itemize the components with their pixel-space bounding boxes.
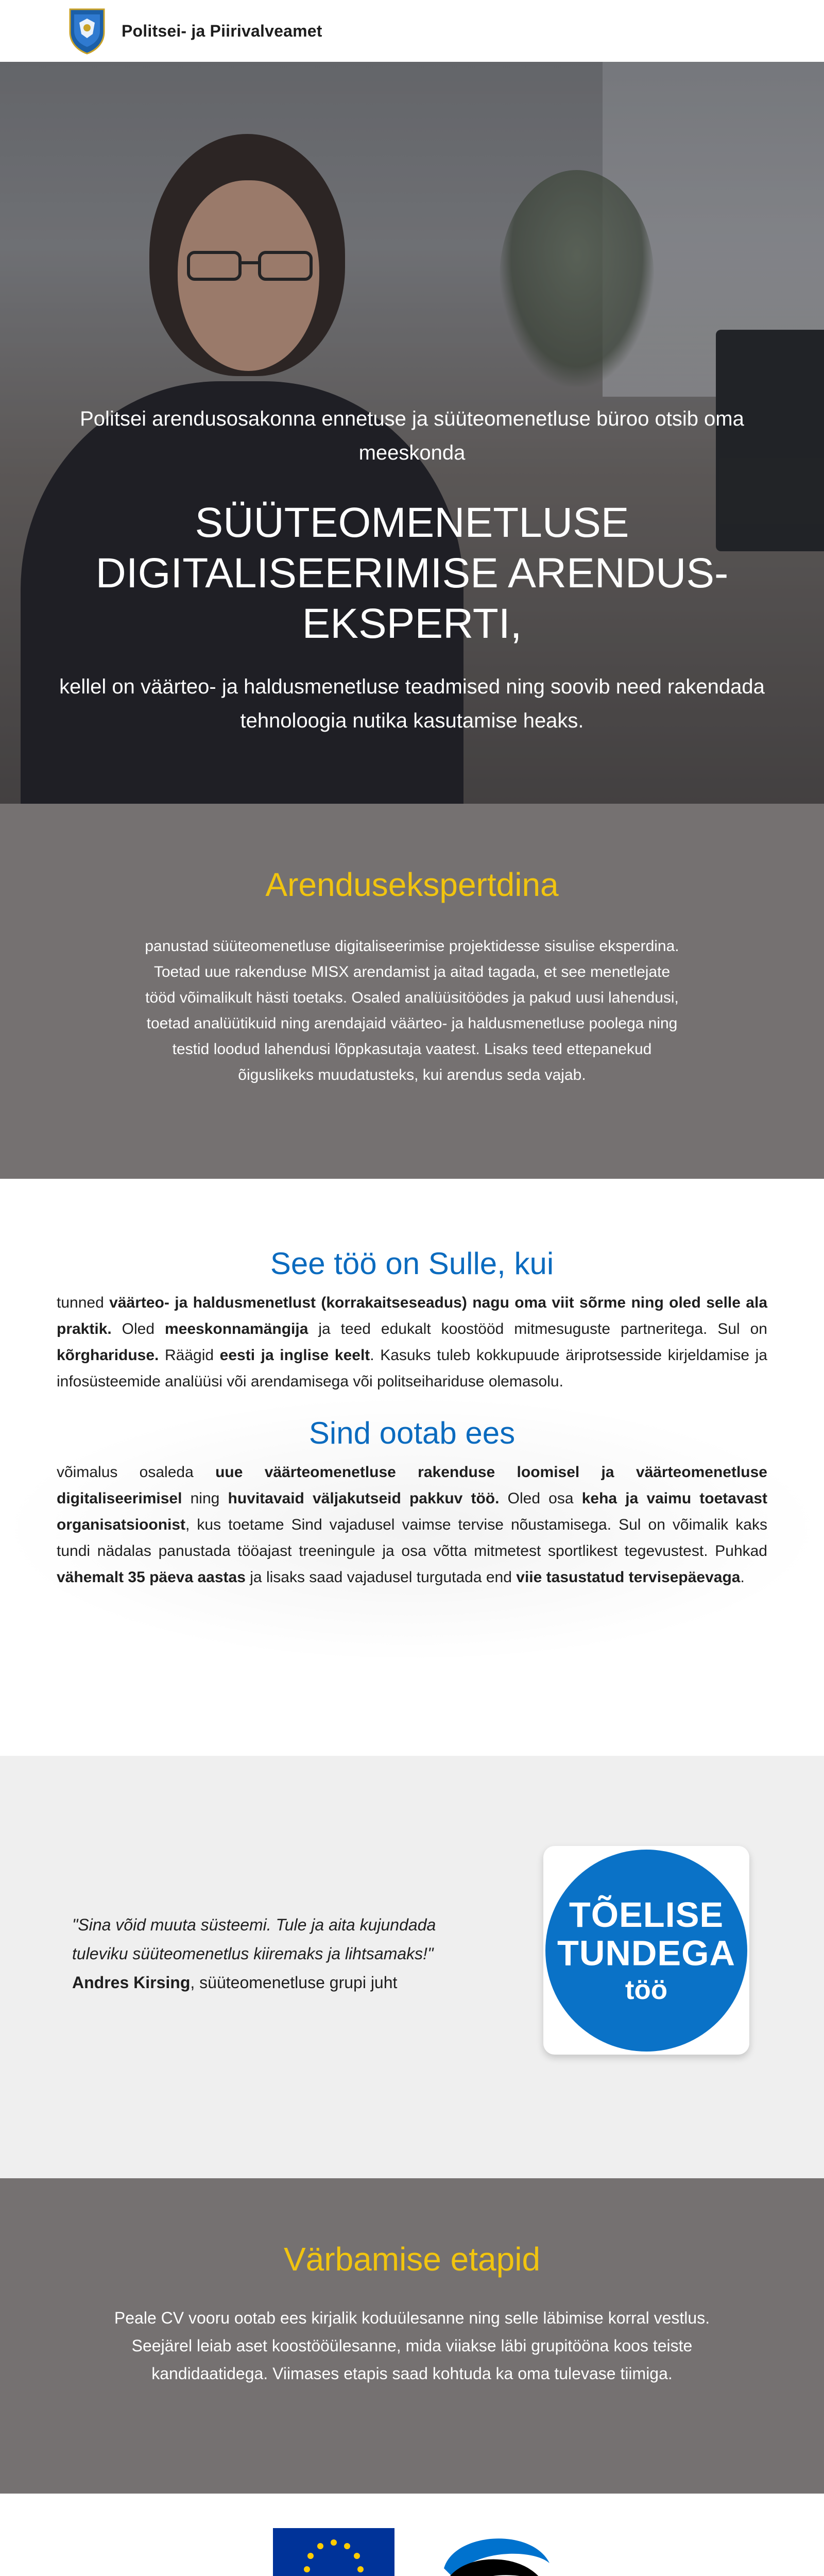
suits-text-part: ja teed edukalt koostööd mitmesuguste partneritega. Sul on	[308, 1320, 767, 1337]
awaits-text	[57, 1459, 767, 1590]
estonia-logo	[434, 2522, 552, 2576]
awaits-text-part: ja lisaks saad vajadusel turgutada end	[245, 1569, 517, 1586]
suits-text-part: tunned	[57, 1294, 110, 1311]
eu-logo	[273, 2528, 394, 2576]
badge-line-1: TÕELISE	[569, 1894, 724, 1935]
suits-heading: See töö on Sulle, kui	[270, 1246, 554, 1281]
awaits-text-part: .	[740, 1569, 745, 1586]
suits-text-bold: väärteo- ja haldusmenetlust (korrakaitseseadus) nagu oma viit sõrme ning oled selle ala praktik.	[57, 1294, 767, 1337]
suits-text-bold: eesti ja inglise keelt	[219, 1347, 370, 1364]
awaits-text-bold: huvitavaid väljakutseid pakkuv töö.	[228, 1490, 500, 1507]
awaits-text-bold: vähemalt 35 päeva aastas	[57, 1569, 246, 1586]
hero-outro: kellel on väärteo- ja haldusmenetluse teadmised ning soovib need rakendada tehnoloogia nutika kasutamise heaks.	[59, 675, 765, 732]
eu-flag-icon	[273, 2528, 394, 2576]
badge-line-2: TUNDEGA	[557, 1933, 736, 1973]
estonia-swoosh-icon	[434, 2522, 552, 2576]
brand-name: Politsei- ja Piirivalveamet	[122, 21, 322, 40]
suits-text-part: . Kasuks tuleb kokkupuude äriprotsesside kirjeldamise ja infosüsteemide analüüsi või arendamisega või politseihariduse olemasolu.	[57, 1347, 767, 1390]
suits-text	[57, 1290, 767, 1395]
suits-text-bold: kõrghariduse.	[57, 1347, 159, 1364]
awaits-text-part: ning	[182, 1490, 228, 1507]
stages-section	[0, 2178, 824, 2494]
quote-section	[0, 1756, 824, 2178]
awaits-heading: Sind ootab ees	[308, 1416, 516, 1450]
hero-intro: Politsei arendusosakonna ennetuse ja süüteomenetluse büroo otsib oma meeskonda	[80, 408, 744, 464]
toelise-tundega-badge	[545, 1850, 747, 2052]
brand-logo[interactable]	[67, 7, 322, 55]
details-section	[0, 1179, 824, 1756]
suits-text-part: Oled	[111, 1320, 165, 1337]
awaits-text-bold: viie tasustatud tervisepäevaga	[516, 1569, 741, 1586]
awaits-text-part: , kus toetame Sind vajadusel vaimse tervise nõustamisega. Sul on võimalik kaks tundi nädalas panustada tööajast treeningule ja osa võtta mitmetest sportlikest tegevustest. Puhkad	[57, 1516, 767, 1560]
expert-text: panustad süüteomenetluse digitaliseerimise projektidesse sisulise eksperdina. Toetad uue rakenduse MISX arendamist ja aitad tagada, et see menetlejate tööd võimalikult hästi toetaks. Osaled analüüsitöödes ja pakud uusi lahendusi, toetad analüütikuid ning arendajaid väärteo- ja haldusmenetluse poolega ning testid loodud lahendusi lõppkasutaja vaatest. Lisaks teed ettepanekud õiguslikeks muudatusteks, kui arendus seda vajab.	[145, 938, 679, 1083]
suits-text-bold: meeskonnamängija	[164, 1320, 308, 1337]
badge-card	[543, 1846, 749, 2055]
hero-section	[0, 62, 824, 804]
site-header	[0, 0, 824, 62]
awaits-text-bold: keha ja vaimu toetavast organisatsioonist	[57, 1490, 768, 1533]
quote-block	[72, 1910, 494, 1997]
stages-heading: Värbamise etapid	[283, 2241, 541, 2278]
awaits-text-bold: uue väärteomenetluse rakenduse loomisel ja väärteomenetluse digitaliseerimisel	[57, 1464, 767, 1507]
quote-role: , süüteomenetluse grupi juht	[190, 1973, 398, 1992]
hero-text	[0, 402, 824, 738]
hero-title: SÜÜTEOMENETLUSE DIGITALISEERIMISE ARENDUS-EKSPERTI,	[95, 499, 729, 647]
awaits-text-part: Oled osa	[499, 1490, 582, 1507]
quote-text: "Sina võid muuta süsteemi. Tule ja aita kujundada tuleviku süüteomenetlus kiiremaks ja lihtsamaks!"	[72, 1916, 436, 1963]
stages-text: Peale CV vooru ootab ees kirjalik koduülesanne ning selle läbimise korral vestlus. Seejärel leiab aset koostööülesanne, mida viiakse läbi grupitööna koos teiste kandidaatidega. Viimases etapis saad kohtuda ka oma tulevase tiimiga.	[114, 2309, 710, 2383]
expert-heading: Arendusekspertdina	[265, 866, 559, 903]
funding-logos	[0, 2494, 824, 2576]
badge-line-3: töö	[625, 1974, 668, 2005]
expert-section	[0, 804, 824, 1179]
quote-author: Andres Kirsing	[72, 1973, 191, 1992]
awaits-text-part: võimalus osaleda	[57, 1464, 216, 1481]
suits-text-part: Räägid	[159, 1347, 220, 1364]
police-crest-icon	[67, 7, 107, 55]
